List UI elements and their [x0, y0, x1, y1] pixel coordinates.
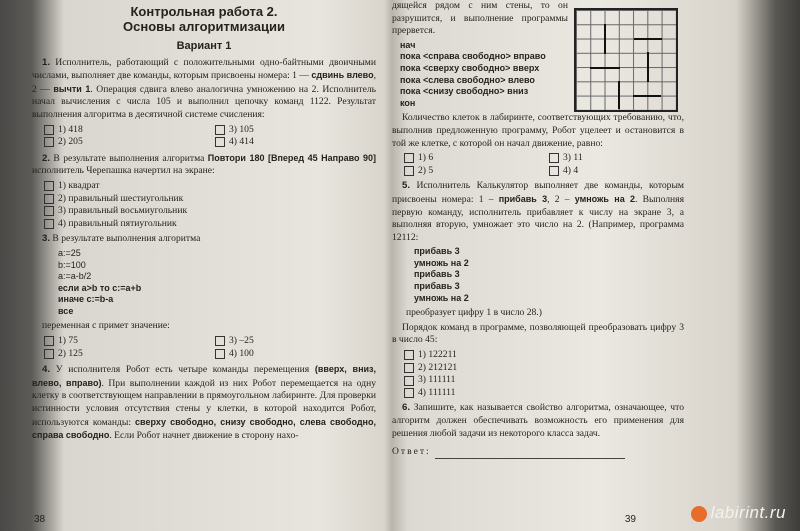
- option-label: 4) 111111: [418, 386, 456, 398]
- right-column: [392, 0, 684, 459]
- answer-option[interactable]: [44, 180, 376, 193]
- checkbox[interactable]: [215, 137, 225, 147]
- option-label: 3) 111111: [418, 374, 456, 386]
- answer-option[interactable]: [215, 335, 376, 348]
- question-6-text: [392, 402, 684, 440]
- option-label: 4) 414: [229, 136, 254, 148]
- code-line: прибавь 3: [414, 269, 460, 280]
- checkbox[interactable]: [44, 181, 54, 191]
- checkbox[interactable]: [215, 125, 225, 135]
- answer-option[interactable]: [44, 348, 205, 361]
- answer-option[interactable]: [44, 193, 376, 206]
- answer-option[interactable]: [404, 152, 539, 165]
- question-3-options: [44, 335, 376, 360]
- answer-option[interactable]: [404, 374, 684, 387]
- answer-option[interactable]: [215, 124, 376, 137]
- question-6-number: 6.: [402, 402, 411, 414]
- answer-option[interactable]: [404, 349, 684, 362]
- question-5-part-a: Исполнитель Калькулятор выполняет две команды, которым присвоены номера: 1 –: [392, 180, 684, 205]
- checkbox[interactable]: [44, 125, 54, 135]
- question-4-text: [32, 363, 376, 443]
- question-4-conditions: сверху свободно, снизу свободно, слева свободно, справа свободно: [32, 416, 376, 441]
- answer-option[interactable]: [44, 205, 376, 218]
- option-label: 1) 75: [58, 335, 78, 347]
- option-label: 2) правильный шестиугольник: [58, 192, 184, 204]
- question-2-part-b: исполнитель Черепашка начертил на экране:: [32, 165, 215, 177]
- question-1-number: 1.: [42, 56, 51, 68]
- option-label: 2) 5: [418, 164, 434, 176]
- checkbox[interactable]: [215, 349, 225, 359]
- question-5-after-2: Порядок команд в программе, позволяющей преобразовать цифру 3 в число 45:: [392, 321, 684, 346]
- question-4-part-a: У исполнителя Робот есть четыре команды перемещения: [55, 364, 315, 376]
- checkbox[interactable]: [44, 219, 54, 229]
- answer-option[interactable]: [404, 362, 684, 375]
- checkbox[interactable]: [404, 388, 414, 398]
- code-line: пока <слева свободно> влево: [400, 74, 535, 85]
- question-1-options: [44, 124, 376, 149]
- checkbox[interactable]: [404, 350, 414, 360]
- option-label: 3) правильный восьмиугольник: [58, 205, 188, 217]
- question-5-part-b: , 2 –: [547, 193, 575, 205]
- question-2-options: [44, 180, 376, 230]
- answer-option[interactable]: [44, 335, 205, 348]
- checkbox[interactable]: [549, 153, 559, 163]
- test-title-line2: Основы алгоритмизации: [123, 19, 285, 34]
- question-4-part-b: . При выполнении каждой из них Робот перемещается на одну клетку в соответствующем направлении в прямоугольном лабиринте. Для проверки истинности условия отсутствия стены у клетки, в которой находится Робот, используются команды:: [32, 377, 376, 428]
- answer-option[interactable]: [549, 165, 684, 178]
- option-label: 1) квадрат: [58, 179, 100, 191]
- code-line: пока <справа свободно> вправо: [400, 51, 546, 62]
- calculator-program: [414, 246, 684, 304]
- answer-option[interactable]: [44, 218, 376, 231]
- code-line: иначе c:=b-a: [58, 294, 114, 305]
- checkbox[interactable]: [44, 206, 54, 216]
- question-3-text: [32, 233, 376, 246]
- answer-label: Ответ:: [392, 446, 431, 458]
- option-label: 1) 122211: [418, 349, 457, 361]
- test-title-line1: Контрольная работа 2.: [130, 4, 278, 19]
- code-line: умножь на 2: [414, 257, 469, 268]
- answer-option[interactable]: [404, 387, 684, 400]
- question-1-command-1: сдвинь влево: [311, 70, 374, 81]
- code-line: a:=a-b/2: [58, 271, 92, 282]
- robot-program: [400, 40, 684, 110]
- variant-heading: Вариант 1: [176, 40, 232, 52]
- code-line: умножь на 2: [414, 292, 469, 303]
- code-line: a:=25: [58, 247, 81, 258]
- question-4-continuation: дящейся рядом с ним стены, то он разрушится, и выполнение программы прервется.: [392, 0, 568, 37]
- answer-option[interactable]: [44, 136, 205, 149]
- question-5-options: [404, 349, 684, 399]
- code-line: пока <сверху свободно> вверх: [400, 62, 540, 73]
- question-2-text: [32, 152, 376, 178]
- watermark-logo: [691, 503, 786, 523]
- option-label: 1) 418: [58, 123, 83, 135]
- page-number-right: 39: [624, 514, 636, 525]
- option-label: 4) правильный пятиугольник: [58, 217, 177, 229]
- question-3-intro: В результате выполнения алгоритма: [52, 233, 201, 245]
- question-3-number: 3.: [42, 233, 51, 245]
- option-label: 1) 6: [418, 152, 434, 164]
- test-title: [32, 4, 376, 34]
- answer-option[interactable]: [404, 165, 539, 178]
- left-column: [32, 0, 376, 445]
- question-4-number: 4.: [42, 364, 51, 376]
- option-label: 2) 205: [58, 136, 83, 148]
- checkbox[interactable]: [44, 137, 54, 147]
- option-label: 2) 125: [58, 347, 83, 359]
- question-5-text: [392, 180, 684, 244]
- question-1-part-a: Исполнитель, работающий с положительными одно-байтными двоичными числами, выполняет две команды, которым присвоены номера: 1 —: [32, 56, 376, 82]
- checkbox[interactable]: [44, 349, 54, 359]
- question-1-part-c: . Операция сдвига влево аналогична умножению на 2. Исполнитель начал вычисления с числа 105 и выполнил цепочку команд 1122. Результат выполнения алгоритма в десятичной системе счисления:: [32, 83, 377, 120]
- code-line: нач: [400, 39, 416, 50]
- question-2-code: Повтори 180 [Вперед 45 Направо 90]: [207, 152, 376, 163]
- code-line: кон: [400, 97, 416, 108]
- code-line: прибавь 3: [414, 281, 460, 292]
- answer-option[interactable]: [549, 152, 684, 165]
- code-line: если a>b то c:=a+b: [58, 282, 142, 293]
- option-label: 4) 100: [229, 347, 254, 359]
- question-4-count-text: Количество клеток в лабиринте, соответствующих требованию, что, выполнив предложенную программу, Робот уцелеет и остановится в той же клетке, с которой он начал движение, равно:: [392, 112, 684, 149]
- question-6-body: Запишите, как называется свойство алгоритма, означающее, что алгоритм должен обеспечивать возможность его применения для решения любой задачи из некоторого класса задач.: [392, 402, 684, 439]
- answer-option[interactable]: [215, 348, 376, 361]
- answer-option[interactable]: [44, 124, 205, 137]
- code-line: прибавь 3: [414, 246, 460, 257]
- answer-line[interactable]: [435, 448, 625, 459]
- question-3-after: переменная с примет значение:: [42, 320, 170, 332]
- code-line: пока <снизу свободно> вниз: [400, 86, 529, 97]
- option-label: 2) 212121: [418, 361, 458, 373]
- option-label: 3) –25: [229, 335, 254, 347]
- labirint-logo-icon: [691, 506, 707, 522]
- question-4-part-c: . Если Робот начнет движение в сторону нахо-: [109, 430, 299, 442]
- answer-field[interactable]: [392, 446, 684, 459]
- code-line: все: [58, 305, 74, 316]
- option-label: 3) 105: [229, 123, 254, 135]
- question-5-after-1: преобразует цифру 1 в число 28.): [406, 307, 542, 319]
- checkbox[interactable]: [404, 376, 414, 386]
- checkbox[interactable]: [549, 166, 559, 176]
- option-label: 4) 4: [563, 164, 579, 176]
- checkbox[interactable]: [44, 194, 54, 204]
- page-39: [388, 0, 688, 531]
- page-38: [22, 0, 384, 531]
- question-4-commands: (вверх, вниз, влево, вправо): [32, 364, 377, 388]
- checkbox[interactable]: [44, 336, 54, 346]
- answer-option[interactable]: [215, 136, 376, 149]
- question-4-options: [404, 152, 684, 177]
- question-2-number: 2.: [42, 152, 51, 164]
- checkbox[interactable]: [404, 166, 414, 176]
- checkbox[interactable]: [215, 336, 225, 346]
- checkbox[interactable]: [404, 153, 414, 163]
- question-5-part-c: . Выполняя первую команду, исполнитель прибавляет к числу на экране 3, а выполняя вторую, умножает это число на 2. (Например, программа 12112:: [392, 193, 684, 243]
- question-1-command-2: вычти 1: [53, 83, 91, 94]
- question-1-text: [32, 57, 376, 122]
- question-1-part-b: , 2 —: [32, 70, 376, 95]
- page-number-left: 38: [34, 514, 46, 525]
- question-2-part-a: В результате выполнения алгоритма: [53, 152, 208, 164]
- question-5-command-2: умножь на 2: [574, 193, 635, 204]
- question-5-number: 5.: [402, 180, 411, 192]
- option-label: 3) 11: [563, 152, 583, 164]
- code-line: b:=100: [58, 259, 86, 270]
- checkbox[interactable]: [404, 363, 414, 373]
- watermark-text: labirint.ru: [710, 503, 786, 522]
- question-3-code: [58, 248, 376, 318]
- question-5-command-1: прибавь 3: [498, 193, 548, 204]
